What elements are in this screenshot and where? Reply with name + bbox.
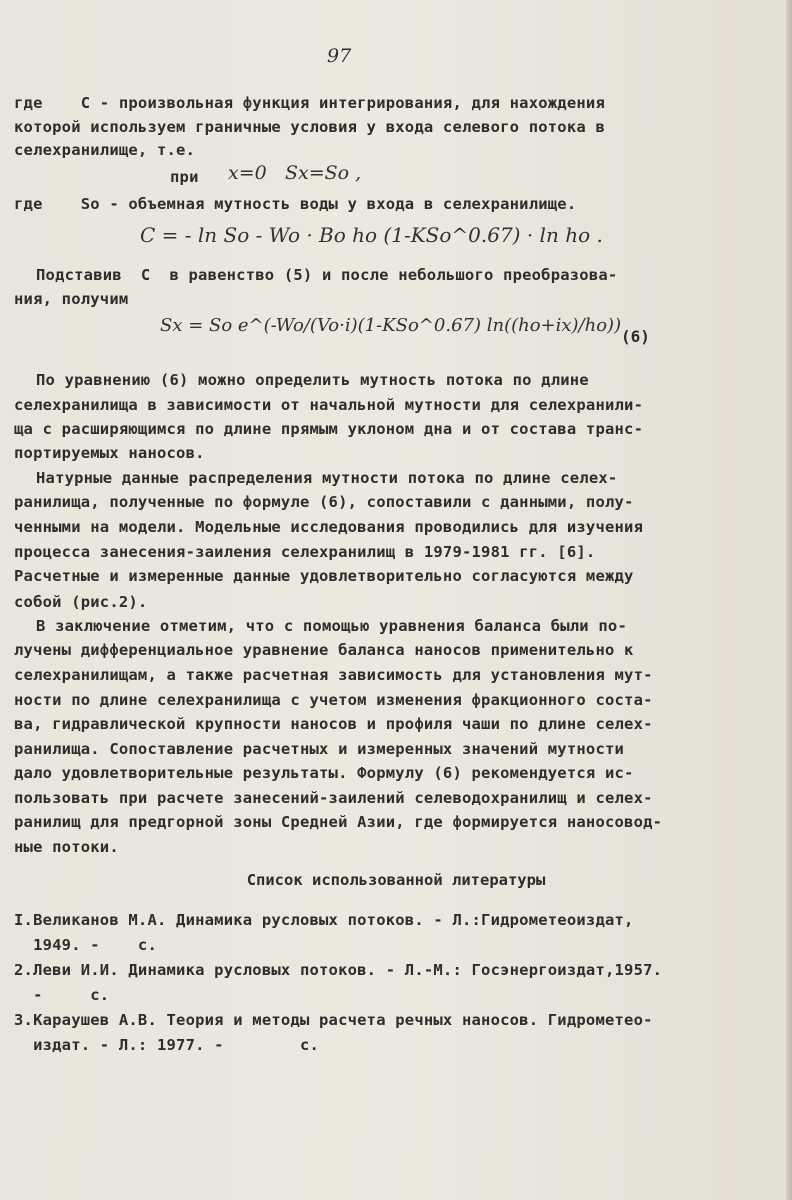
- reference-item: 1949. - с.: [14, 936, 157, 954]
- body-line: По уравнению (6) можно определить мутность потока по длине: [36, 371, 589, 389]
- references-title: Список использованной литературы: [246, 871, 546, 889]
- body-line: где So - объемная мутность воды у входа в селехранилище.: [14, 195, 577, 213]
- body-line: селехранилище, т.е.: [14, 141, 196, 159]
- body-line: процесса занесения-заиления селехранилищ в 1979-1981 гг. [6].: [14, 543, 596, 561]
- condition-prefix: при: [170, 168, 199, 186]
- body-line: ранилища, полученные по формуле (6), сопоставили с данными, полу-: [14, 493, 634, 511]
- page-number: 97: [327, 45, 352, 67]
- equation-6: Sx = So e^(-Wo/(Vo·i)(1-KSo^0.67) ln((ho+ix)/ho)): [160, 315, 622, 336]
- body-line: лучены дифференциальное уравнение баланса наносов применительно к: [14, 641, 634, 659]
- body-line: ранилища. Сопоставление расчетных и измеренных значений мутности: [14, 740, 625, 758]
- body-line: Расчетные и измеренные данные удовлетворительно согласуются между: [14, 567, 634, 585]
- body-line: дало удовлетворительные результаты. Формулу (6) рекомендуется ис-: [14, 764, 634, 782]
- body-line: ранилищ для предгорной зоны Средней Азии, где формируется наносовод-: [14, 813, 663, 831]
- body-line: собой (рис.2).: [14, 593, 148, 611]
- body-line: Подставив С в равенство (5) и после небольшого преобразова-: [36, 266, 618, 284]
- body-line: В заключение отметим, что с помощью уравнения баланса были по-: [36, 617, 627, 635]
- body-line: которой используем граничные условия у входа селевого потока в: [14, 118, 605, 136]
- page-edge-shadow: [786, 0, 792, 1200]
- reference-item: - с.: [14, 986, 110, 1004]
- body-line: селехранилища в зависимости от начальной мутности для селехранили-: [14, 396, 644, 414]
- body-line: ности по длине селехранилища с учетом изменения фракционного соста-: [14, 691, 653, 709]
- body-line: селехранилищам, а также расчетная зависимость для установления мут-: [14, 666, 653, 684]
- body-line: ща с расширяющимся по длине прямым уклоном дна и от состава транс-: [14, 420, 644, 438]
- condition-x: x=0: [228, 162, 267, 184]
- body-line: пользовать при расчете занесений-заилений селеводохранилищ и селех-: [14, 789, 653, 807]
- body-line: ния, получим: [14, 290, 129, 308]
- reference-item: I.Великанов М.А. Динамика русловых потоков. - Л.:Гидрометеоиздат,: [14, 911, 634, 929]
- equation-c: C = - ln So - Wo · Bo ho (1-KSo^0.67) · ln ho .: [140, 223, 603, 247]
- body-line: Натурные данные распределения мутности потока по длине селех-: [36, 469, 618, 487]
- reference-item: 3.Караушев А.В. Теория и методы расчета речных наносов. Гидрометео-: [14, 1011, 653, 1029]
- body-line: ва, гидравлической крупности наносов и профиля чаши по длине селех-: [14, 715, 653, 733]
- body-line: где С - произвольная функция интегрирования, для нахождения: [14, 94, 605, 112]
- reference-item: 2.Леви И.И. Динамика русловых потоков. - Л.-М.: Госэнергоиздат,1957.: [14, 961, 663, 979]
- body-line: ченными на модели. Модельные исследования проводились для изучения: [14, 518, 644, 536]
- equation-number: (6): [621, 327, 650, 346]
- body-line: ные потоки.: [14, 838, 119, 856]
- reference-item: издат. - Л.: 1977. - с.: [14, 1036, 320, 1054]
- body-line: портируемых наносов.: [14, 444, 205, 462]
- condition-s: Sx=So ,: [285, 162, 362, 184]
